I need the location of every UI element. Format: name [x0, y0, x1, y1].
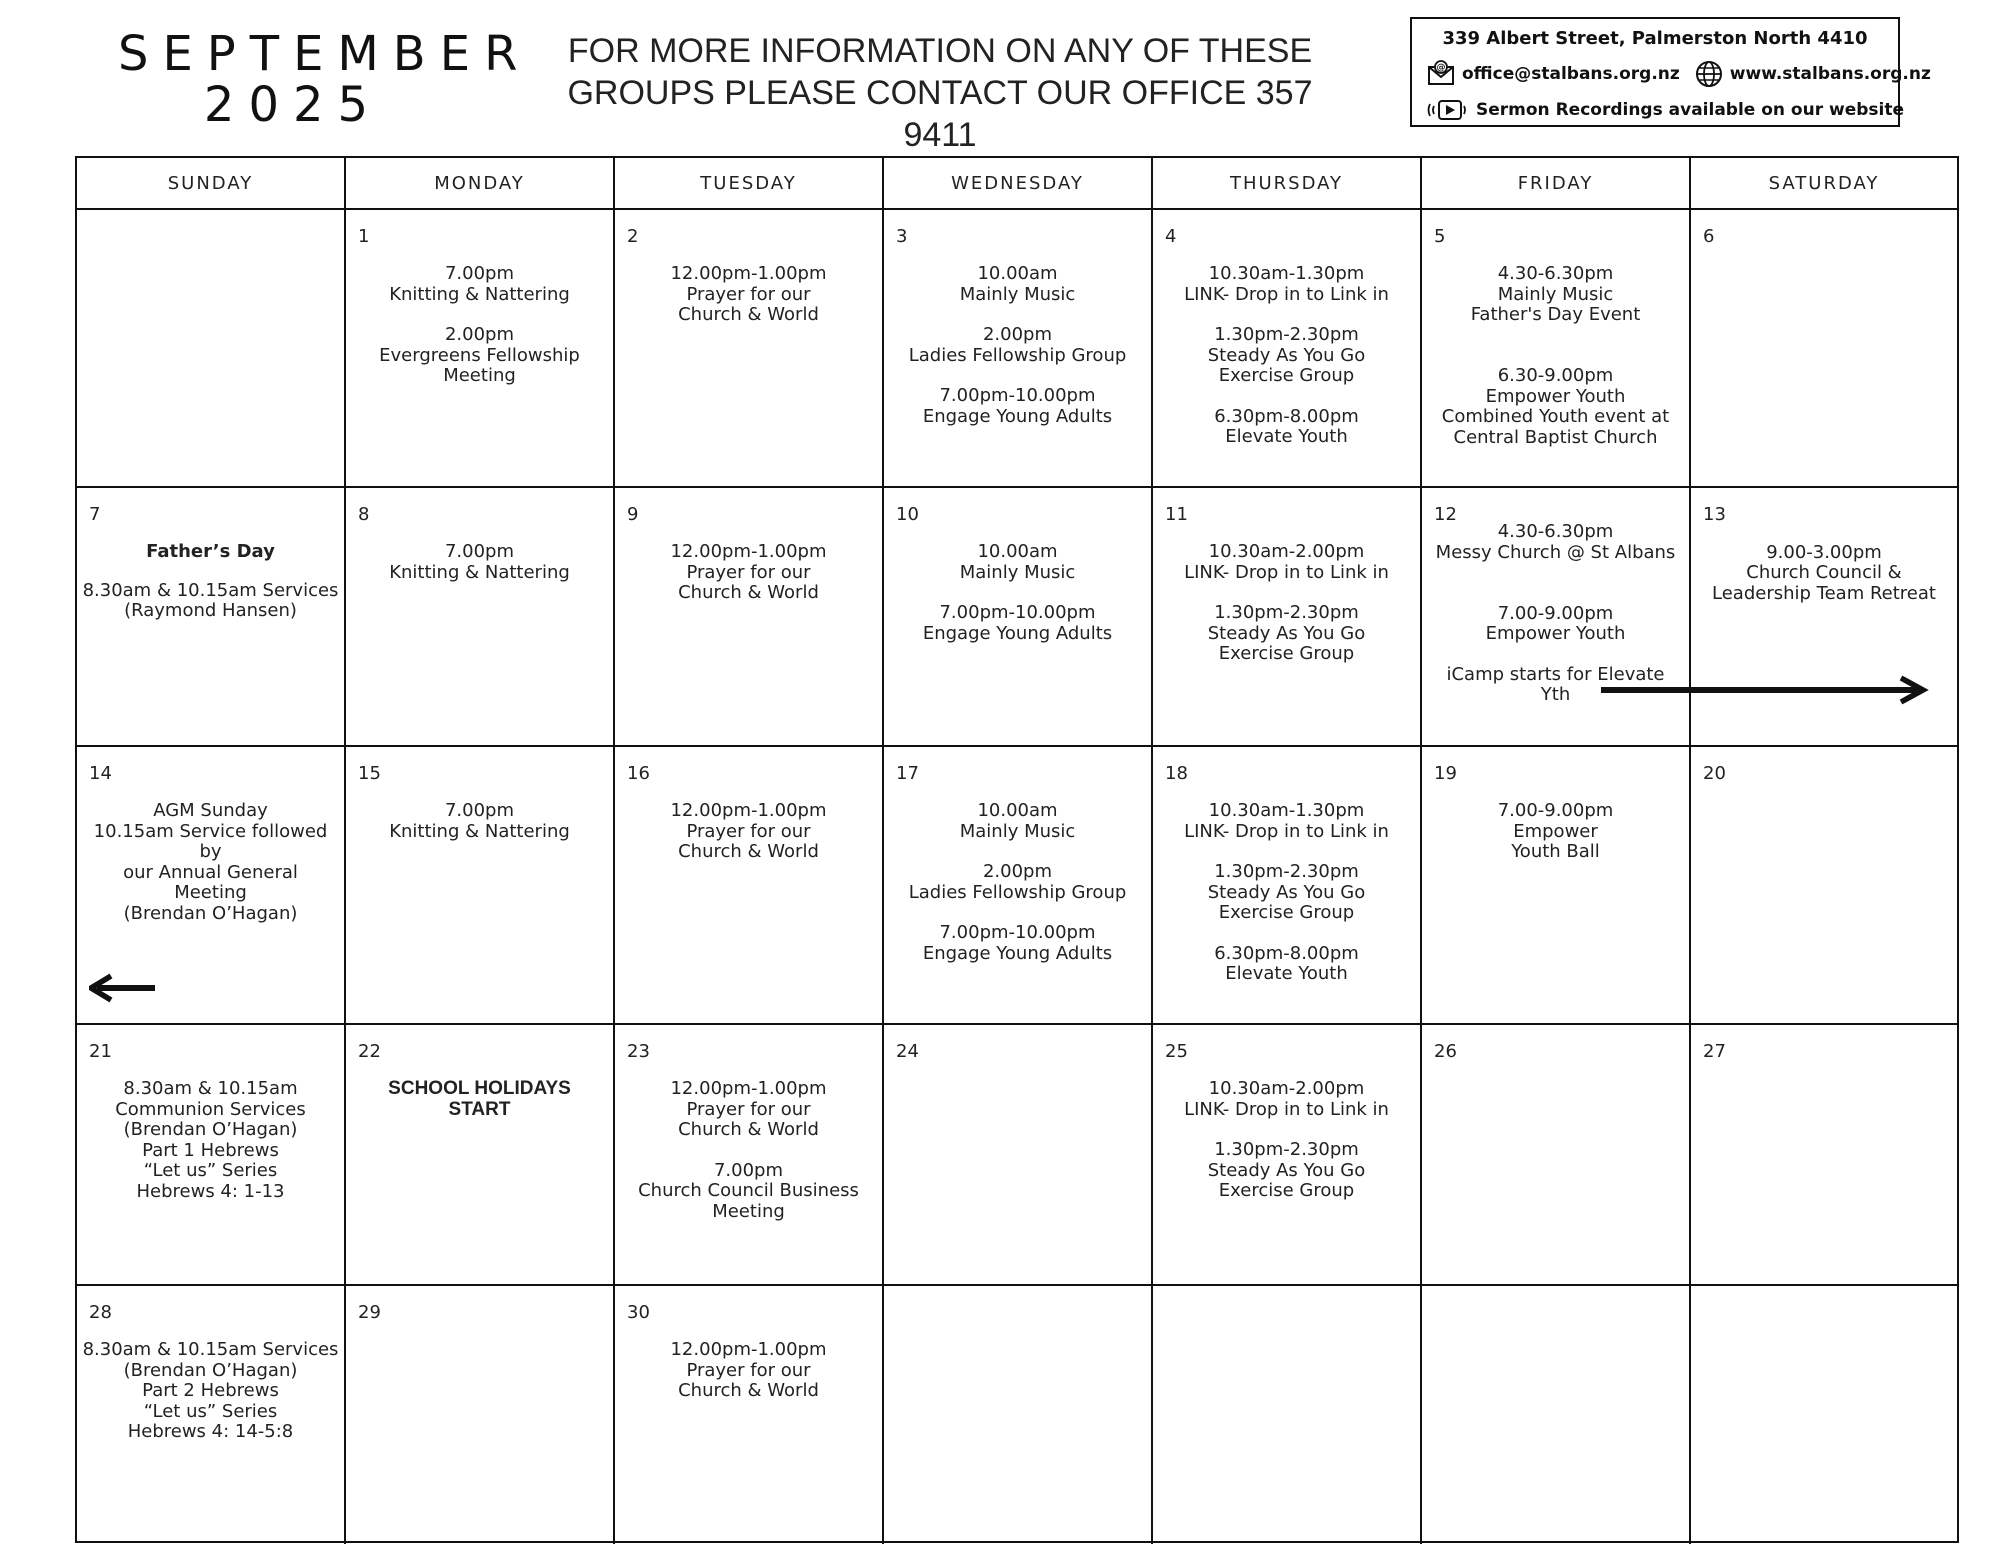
day-events [350, 542, 609, 583]
contact-row-email-web [1426, 59, 1931, 89]
day-number: 23 [627, 1041, 650, 1062]
weekday-header-friday: FRIDAY [1422, 158, 1691, 210]
event-line: (Raymond Hansen) [124, 600, 297, 621]
day-cell-20 [1691, 747, 1957, 1025]
event-line: Father's Day Event [1470, 304, 1641, 325]
event-line: 2.00pm [444, 324, 515, 345]
day-cell-12 [1422, 488, 1691, 747]
event-line: our Annual General [123, 861, 298, 883]
day-events [619, 542, 878, 604]
day-events [888, 801, 1147, 964]
event-line: Ladies Fellowship Group [908, 881, 1127, 903]
event-line: Mainly Music [959, 561, 1076, 583]
event-line: 10.30am-1.30pm [1208, 263, 1365, 284]
day-events [81, 801, 340, 924]
event-line: 4.30-6.30pm [1497, 263, 1614, 284]
day-cell-29 [346, 1286, 615, 1544]
day-cell-26 [1422, 1025, 1691, 1286]
event-line: Mainly Music [1497, 283, 1614, 305]
day-number: 16 [627, 763, 650, 784]
event-line: Hebrews 4: 1-13 [136, 1180, 285, 1202]
day-number: 11 [1165, 504, 1188, 525]
event-line: 7.00pm [444, 800, 515, 821]
day-number: 22 [358, 1041, 381, 1062]
calendar-title [118, 26, 532, 133]
event-line: Elevate Youth [1225, 426, 1348, 447]
empty-day-cell [884, 1286, 1153, 1544]
contact-box [1410, 17, 1931, 127]
day-cell-17 [884, 747, 1153, 1025]
event-line: Prayer for our [686, 1359, 811, 1381]
event-line: 12.00pm-1.00pm [670, 541, 827, 562]
empty-day-cell [77, 210, 346, 488]
event-line: Steady As You Go [1207, 881, 1366, 903]
event-line [1426, 583, 1685, 604]
event-line: Church & World [678, 841, 819, 862]
event-line: 1.30pm-2.30pm [1214, 602, 1359, 623]
event-line: Steady As You Go [1207, 1159, 1366, 1181]
day-events [81, 1340, 340, 1443]
day-number: 26 [1434, 1041, 1457, 1062]
weekday-header-saturday: SATURDAY [1691, 158, 1957, 210]
event-line: Engage Young Adults [922, 622, 1113, 644]
day-events [1157, 1079, 1416, 1202]
event-line: 7.00-9.00pm [1497, 602, 1614, 624]
event-line: 10.30am-2.00pm [1208, 541, 1365, 562]
event-line: Yth [1540, 684, 1571, 705]
event-line: Elevate Youth [1225, 963, 1348, 984]
day-events [1157, 801, 1416, 985]
event-line: 1.30pm-2.30pm [1214, 861, 1359, 882]
weekday-header-tuesday: TUESDAY [615, 158, 884, 210]
day-events [619, 1079, 878, 1222]
calendar-grid [77, 158, 1957, 1541]
day-events [81, 542, 340, 622]
event-line: “Let us” Series [143, 1160, 278, 1181]
day-cell-2 [615, 210, 884, 488]
day-events [888, 542, 1147, 644]
event-line: Youth Ball [1511, 841, 1600, 862]
event-line: Prayer for our [686, 1098, 811, 1120]
day-cell-18 [1153, 747, 1422, 1025]
day-number: 13 [1703, 504, 1726, 525]
day-events [1426, 801, 1685, 863]
media-play-icon [1426, 95, 1470, 125]
contact-row-recordings [1426, 95, 1905, 125]
day-cell-10 [884, 488, 1153, 747]
event-line: 6.30-9.00pm [1497, 365, 1614, 386]
info-line-1: FOR MORE INFORMATION ON ANY OF THESE [567, 32, 1313, 70]
event-line: 2.00pm [982, 861, 1053, 882]
event-line: Steady As You Go [1207, 344, 1366, 366]
day-number: 20 [1703, 763, 1726, 784]
event-line: Knitting & Nattering [389, 561, 570, 583]
email-icon [1426, 59, 1456, 89]
day-events [1157, 542, 1416, 665]
day-events [619, 264, 878, 326]
day-events [350, 1079, 609, 1120]
event-line: 12.00pm-1.00pm [670, 263, 827, 284]
weekday-header-wednesday: WEDNESDAY [884, 158, 1153, 210]
svg-text:@: @ [1436, 63, 1446, 73]
event-line: Church & World [678, 582, 819, 603]
event-line: Messy Church @ St Albans [1435, 541, 1676, 563]
event-line: Meeting [712, 1200, 785, 1222]
day-cell-16 [615, 747, 884, 1025]
event-line: 1.30pm-2.30pm [1214, 324, 1359, 345]
event-line: Knitting & Nattering [389, 820, 570, 842]
event-line: 12.00pm-1.00pm [670, 800, 827, 821]
event-line: Prayer for our [686, 820, 811, 842]
day-events [888, 264, 1147, 427]
sermon-recordings-note: Sermon Recordings available on our website [1476, 100, 1905, 120]
event-line: LINK- Drop in to Link in [1184, 561, 1389, 583]
event-line: Exercise Group [1218, 902, 1355, 923]
empty-day-cell [1153, 1286, 1422, 1544]
event-line: Mainly Music [959, 283, 1076, 305]
day-cell-11 [1153, 488, 1422, 747]
event-line: 12.00pm-1.00pm [670, 1339, 827, 1360]
event-line: 8.30am & 10.15am Services [82, 579, 339, 601]
event-line: 6.30pm-8.00pm [1214, 942, 1359, 964]
day-cell-21 [77, 1025, 346, 1286]
day-number: 6 [1703, 226, 1715, 247]
day-cell-4 [1153, 210, 1422, 488]
event-line: Exercise Group [1218, 1180, 1355, 1201]
event-line: Engage Young Adults [922, 405, 1113, 427]
day-number: 15 [358, 763, 381, 784]
day-cell-22 [346, 1025, 615, 1286]
church-address: 339 Albert Street, Palmerston North 4410 [1442, 28, 1868, 49]
event-line: Part 1 Hebrews [142, 1139, 279, 1161]
day-events [619, 801, 878, 863]
event-line: Meeting [443, 365, 516, 386]
day-cell-13 [1691, 488, 1957, 747]
event-line: Engage Young Adults [922, 942, 1113, 964]
event-line: Evergreens Fellowship [379, 344, 580, 366]
event-line: LINK- Drop in to Link in [1184, 820, 1389, 842]
school-holidays-label: SCHOOL HOLIDAYS [388, 1078, 571, 1099]
event-line: AGM Sunday [153, 800, 268, 821]
event-line: 7.00pm-10.00pm [939, 602, 1096, 623]
event-line: 7.00-9.00pm [1497, 800, 1614, 821]
event-line: 2.00pm [982, 324, 1053, 345]
event-line: 12.00pm-1.00pm [670, 1078, 827, 1099]
event-line: 8.30am & 10.15am Services [82, 1339, 339, 1360]
event-line: 10.30am-1.30pm [1208, 800, 1365, 821]
day-number: 17 [896, 763, 919, 784]
info-line-2: GROUPS PLEASE CONTACT OUR OFFICE 357 9411 [567, 74, 1313, 154]
event-line: Exercise Group [1218, 643, 1355, 664]
event-line: Church & World [678, 1119, 819, 1140]
day-cell-24 [884, 1025, 1153, 1286]
globe-icon [1694, 59, 1724, 89]
day-number: 18 [1165, 763, 1188, 784]
day-cell-28 [77, 1286, 346, 1544]
event-line: Combined Youth event at [1441, 406, 1670, 427]
day-number: 29 [358, 1302, 381, 1323]
event-line: 10.30am-2.00pm [1208, 1078, 1365, 1099]
day-events [619, 1340, 878, 1402]
arrow-right-icon [1599, 675, 1931, 705]
empty-day-cell [1691, 1286, 1957, 1544]
event-line: 6.30pm-8.00pm [1214, 405, 1359, 427]
event-line: (Brendan O’Hagan) [123, 1359, 298, 1381]
event-line: Leadership Team Retreat [1712, 582, 1936, 604]
arrow-left-icon [89, 973, 159, 1003]
contact-website[interactable]: www.stalbans.org.nz [1729, 64, 1931, 84]
school-holidays-label: START [448, 1098, 511, 1120]
month-calendar [75, 156, 1959, 1543]
day-number: 2 [627, 226, 639, 247]
event-line: 7.00pm [444, 541, 515, 562]
event-line: LINK- Drop in to Link in [1184, 283, 1389, 305]
title-year: 2025 [203, 77, 383, 133]
event-line: 10.15am Service followed by [93, 820, 328, 862]
day-number: 24 [896, 1041, 919, 1062]
event-line: Knitting & Nattering [389, 283, 570, 305]
day-heading: Father’s Day [146, 541, 275, 562]
day-number: 9 [627, 504, 639, 525]
empty-day-cell [1422, 1286, 1691, 1544]
event-line: Hebrews 4: 14-5:8 [127, 1421, 294, 1442]
day-number: 28 [89, 1302, 112, 1323]
day-number: 1 [358, 226, 370, 247]
day-cell-3 [884, 210, 1153, 488]
event-line: 10.00am [977, 800, 1058, 821]
event-line: Meeting [174, 882, 247, 903]
day-events [1157, 264, 1416, 448]
event-line: Empower Youth [1485, 385, 1626, 407]
weekday-header-monday: MONDAY [346, 158, 615, 210]
day-cell-27 [1691, 1025, 1957, 1286]
event-line: iCamp starts for Elevate [1446, 663, 1665, 685]
event-line: Communion Services [115, 1098, 306, 1120]
event-line: Part 2 Hebrews [142, 1380, 279, 1401]
event-line: Steady As You Go [1207, 622, 1366, 644]
event-line: 7.00pm [444, 263, 515, 284]
event-line: 9.00-3.00pm [1766, 541, 1882, 563]
day-number: 27 [1703, 1041, 1726, 1062]
event-line: (Brendan O’Hagan) [123, 902, 298, 924]
event-line: 7.00pm [713, 1159, 784, 1181]
event-line: 4.30-6.30pm [1497, 521, 1614, 542]
event-line: Church Council & [1746, 562, 1902, 583]
day-number: 5 [1434, 226, 1446, 247]
event-line: Church Council Business [638, 1180, 859, 1201]
event-line: 7.00pm-10.00pm [939, 922, 1096, 943]
event-line [1695, 522, 1953, 543]
day-events [1426, 264, 1685, 448]
event-line: Exercise Group [1218, 365, 1355, 386]
day-number: 14 [89, 763, 112, 784]
weekday-header-thursday: THURSDAY [1153, 158, 1422, 210]
day-cell-7 [77, 488, 346, 747]
day-cell-6 [1691, 210, 1957, 488]
day-cell-23 [615, 1025, 884, 1286]
event-line: (Brendan O’Hagan) [123, 1119, 298, 1140]
day-number: 3 [896, 226, 908, 247]
day-number: 7 [89, 504, 101, 525]
day-events [350, 264, 609, 387]
event-line: 10.00am [977, 263, 1058, 284]
day-cell-30 [615, 1286, 884, 1544]
day-number: 30 [627, 1302, 650, 1323]
day-events [81, 1079, 340, 1202]
day-cell-19 [1422, 747, 1691, 1025]
weekday-header-sunday: SUNDAY [77, 158, 346, 210]
day-cell-25 [1153, 1025, 1422, 1286]
event-line: Mainly Music [959, 820, 1076, 842]
event-line: Prayer for our [686, 561, 811, 583]
day-number: 12 [1434, 504, 1457, 525]
title-month: SEPTEMBER [118, 26, 532, 82]
event-line: Empower [1513, 820, 1598, 842]
event-line: “Let us” Series [143, 1400, 278, 1422]
day-cell-9 [615, 488, 884, 747]
event-line: 10.00am [977, 541, 1058, 562]
day-cell-1 [346, 210, 615, 488]
event-line: 1.30pm-2.30pm [1214, 1139, 1359, 1160]
event-line: 7.00pm-10.00pm [939, 385, 1096, 406]
day-cell-8 [346, 488, 615, 747]
event-line: Central Baptist Church [1453, 426, 1658, 448]
event-line: LINK- Drop in to Link in [1184, 1098, 1389, 1120]
event-line: 8.30am & 10.15am [123, 1078, 298, 1099]
day-number: 4 [1165, 226, 1177, 247]
day-number: 10 [896, 504, 919, 525]
day-cell-15 [346, 747, 615, 1025]
contact-email[interactable]: office@stalbans.org.nz [1462, 64, 1680, 84]
event-line: Ladies Fellowship Group [908, 344, 1127, 366]
day-events [350, 801, 609, 842]
day-number: 8 [358, 504, 370, 525]
event-line [1426, 346, 1685, 367]
day-number: 21 [89, 1041, 112, 1062]
event-line: Church & World [678, 1380, 819, 1401]
event-line: Church & World [678, 304, 819, 325]
day-number: 25 [1165, 1041, 1188, 1062]
event-line: Empower Youth [1485, 623, 1626, 644]
event-line: Prayer for our [686, 283, 811, 305]
day-number: 19 [1434, 763, 1457, 784]
day-cell-5 [1422, 210, 1691, 488]
contact-info-notice [540, 30, 1340, 156]
day-events [1695, 522, 1953, 604]
